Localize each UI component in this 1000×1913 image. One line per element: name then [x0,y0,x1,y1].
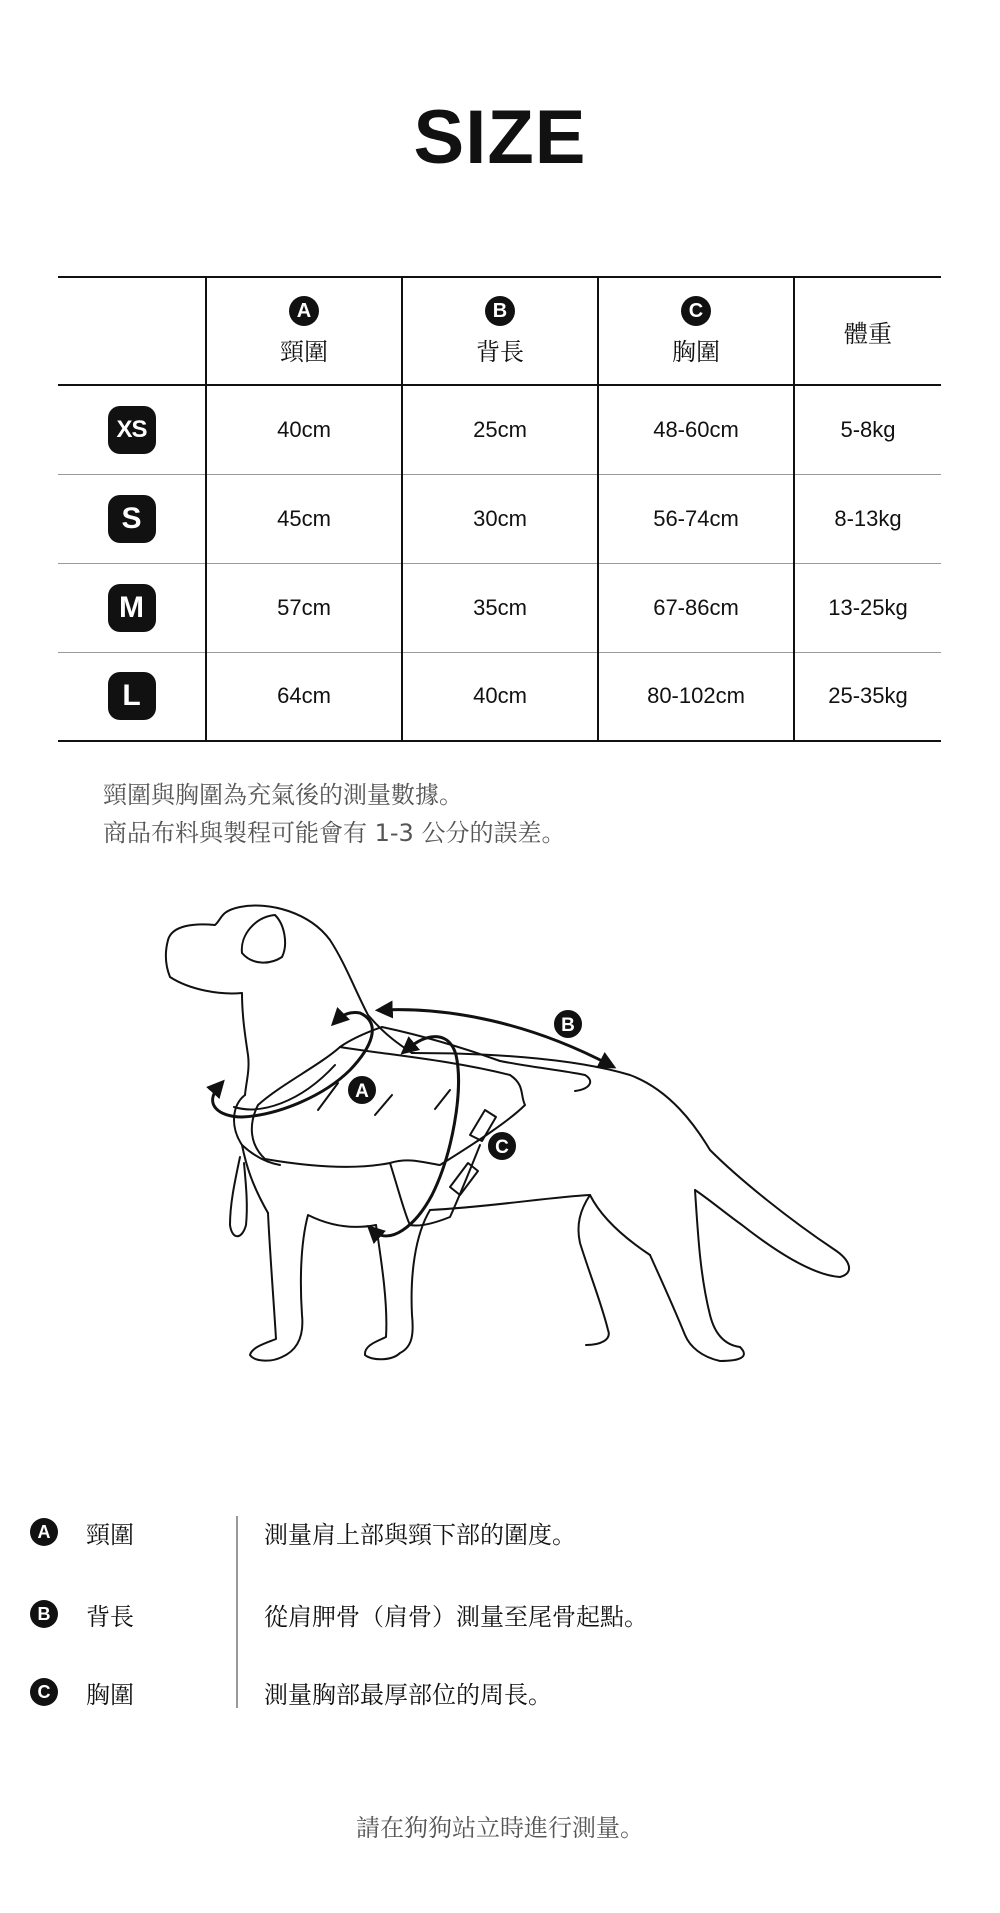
marker-a-icon: A [289,296,319,326]
header-neck-label: 頸圍 [280,338,328,366]
footer-note: 請在狗狗站立時進行測量。 [356,1814,644,1842]
marker-c-icon: C [681,296,711,326]
legend-item-chest [30,1672,552,1712]
cell-weight: 8-13kg [794,474,941,563]
cell-weight: 5-8kg [794,385,941,474]
legend-description: 測量肩上部與頸下部的圍度。 [264,1520,576,1549]
legend-term: 胸圍 [86,1680,134,1709]
header-weight [794,277,941,385]
marker-a-icon: A [30,1518,58,1546]
note-line: 頸圍與胸圍為充氣後的測量數據。 [103,781,463,809]
header-back [402,277,598,385]
legend-description: 從肩胛骨（肩骨）測量至尾骨起點。 [264,1602,648,1631]
header-back-label: 背長 [476,338,524,366]
marker-b-label: B [561,1015,575,1036]
legend-term: 頸圍 [86,1520,134,1549]
note-line: 商品布料與製程可能會有 1-3 公分的誤差。 [103,819,566,847]
table-header-row [58,277,941,385]
marker-b-icon: B [30,1600,58,1628]
cell-back: 25cm [402,385,598,474]
dog-measurement-illustration [150,895,890,1435]
legend-divider [236,1516,238,1708]
legend-item-back [30,1594,648,1634]
cell-chest: 67-86cm [598,563,794,652]
marker-c-label: C [495,1137,509,1158]
size-badge-s: S [108,495,156,543]
measurement-notes [103,776,565,852]
header-size-cell [58,277,206,385]
header-chest [598,277,794,385]
cell-chest: 80-102cm [598,652,794,741]
cell-neck: 64cm [206,652,402,741]
legend-term: 背長 [86,1602,134,1631]
cell-back: 30cm [402,474,598,563]
measure-arrow-c [372,1037,459,1236]
marker-b-icon: B [485,296,515,326]
marker-b-icon [553,1009,583,1039]
page-title: SIZE [413,95,587,180]
marker-c-icon: C [30,1678,58,1706]
cell-chest: 48-60cm [598,385,794,474]
cell-back: 35cm [402,563,598,652]
marker-c-icon [487,1131,517,1161]
header-neck [206,277,402,385]
cell-weight: 25-35kg [794,652,941,741]
legend-item-neck [30,1512,576,1552]
marker-a-icon [347,1075,377,1105]
marker-a-label: A [355,1081,369,1102]
cell-back: 40cm [402,652,598,741]
size-badge-xs: XS [108,406,156,454]
table-row [58,563,941,652]
table-row [58,474,941,563]
header-chest-label: 胸圍 [672,338,720,366]
size-table [58,276,941,742]
header-weight-label: 體重 [844,320,892,348]
size-badge-m: M [108,584,156,632]
cell-neck: 45cm [206,474,402,563]
table-row [58,652,941,741]
table-row [58,385,941,474]
measure-arrow-a [213,1012,373,1117]
cell-weight: 13-25kg [794,563,941,652]
size-badge-l: L [108,672,156,720]
legend-description: 測量胸部最厚部位的周長。 [264,1680,552,1709]
cell-neck: 57cm [206,563,402,652]
harness-vest-icon [234,1027,590,1226]
cell-chest: 56-74cm [598,474,794,563]
cell-neck: 40cm [206,385,402,474]
